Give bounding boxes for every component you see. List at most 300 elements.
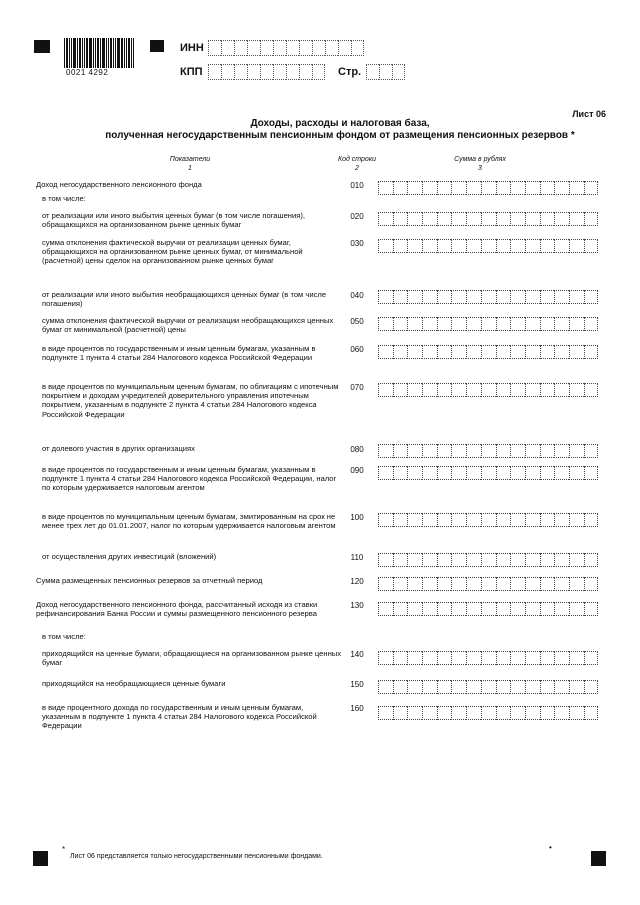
input-cell[interactable] (525, 444, 540, 458)
input-cell[interactable] (208, 64, 221, 80)
input-cell[interactable] (338, 40, 351, 56)
input-cell[interactable] (510, 466, 525, 480)
input-cell[interactable] (496, 444, 511, 458)
input-cell[interactable] (299, 64, 312, 80)
input-cell[interactable] (554, 577, 569, 591)
input-cell[interactable] (584, 317, 599, 331)
input-cell[interactable] (481, 577, 496, 591)
amount-cells[interactable] (378, 513, 598, 527)
input-cell[interactable] (554, 706, 569, 720)
input-cell[interactable] (437, 553, 452, 567)
input-cell[interactable] (540, 651, 555, 665)
input-cell[interactable] (208, 40, 221, 56)
input-cell[interactable] (540, 553, 555, 567)
input-cell[interactable] (234, 40, 247, 56)
amount-cells[interactable] (378, 383, 598, 397)
input-cell[interactable] (247, 40, 260, 56)
input-cell[interactable] (584, 290, 599, 304)
input-cell[interactable] (510, 290, 525, 304)
input-cell[interactable] (481, 513, 496, 527)
input-cell[interactable] (286, 40, 299, 56)
input-cell[interactable] (496, 466, 511, 480)
input-cell[interactable] (466, 383, 481, 397)
input-cell[interactable] (393, 602, 408, 616)
input-cell[interactable] (466, 444, 481, 458)
input-cell[interactable] (378, 239, 393, 253)
input-cell[interactable] (393, 466, 408, 480)
input-cell[interactable] (496, 651, 511, 665)
input-cell[interactable] (260, 64, 273, 80)
input-cell[interactable] (481, 181, 496, 195)
kpp-cells[interactable] (208, 64, 325, 80)
input-cell[interactable] (554, 212, 569, 226)
amount-cells[interactable] (378, 651, 598, 665)
input-cell[interactable] (437, 383, 452, 397)
input-cell[interactable] (569, 651, 584, 665)
input-cell[interactable] (540, 181, 555, 195)
input-cell[interactable] (540, 317, 555, 331)
input-cell[interactable] (569, 577, 584, 591)
input-cell[interactable] (378, 317, 393, 331)
input-cell[interactable] (584, 706, 599, 720)
input-cell[interactable] (481, 680, 496, 694)
input-cell[interactable] (569, 345, 584, 359)
input-cell[interactable] (584, 577, 599, 591)
input-cell[interactable] (466, 680, 481, 694)
input-cell[interactable] (299, 40, 312, 56)
input-cell[interactable] (525, 383, 540, 397)
input-cell[interactable] (569, 239, 584, 253)
input-cell[interactable] (451, 466, 466, 480)
input-cell[interactable] (496, 383, 511, 397)
input-cell[interactable] (554, 290, 569, 304)
input-cell[interactable] (325, 40, 338, 56)
input-cell[interactable] (540, 345, 555, 359)
barcode (64, 38, 140, 68)
input-cell[interactable] (393, 181, 408, 195)
input-cell[interactable] (510, 317, 525, 331)
input-cell[interactable] (393, 345, 408, 359)
input-cell[interactable] (569, 553, 584, 567)
input-cell[interactable] (451, 602, 466, 616)
input-cell[interactable] (407, 513, 422, 527)
input-cell[interactable] (273, 64, 286, 80)
input-cell[interactable] (393, 383, 408, 397)
input-cell[interactable] (437, 290, 452, 304)
input-cell[interactable] (393, 212, 408, 226)
input-cell[interactable] (407, 239, 422, 253)
input-cell[interactable] (422, 345, 437, 359)
amount-cells[interactable] (378, 602, 598, 616)
input-cell[interactable] (422, 383, 437, 397)
column-header-amount-name: Сумма в рублях (454, 156, 506, 163)
input-cell[interactable] (525, 345, 540, 359)
input-cell[interactable] (466, 239, 481, 253)
input-cell[interactable] (407, 383, 422, 397)
amount-cells[interactable] (378, 317, 598, 331)
input-cell[interactable] (451, 239, 466, 253)
input-cell[interactable] (260, 40, 273, 56)
input-cell[interactable] (366, 64, 379, 80)
input-cell[interactable] (422, 466, 437, 480)
input-cell[interactable] (437, 466, 452, 480)
input-cell[interactable] (525, 651, 540, 665)
input-cell[interactable] (481, 553, 496, 567)
input-cell[interactable] (554, 444, 569, 458)
input-cell[interactable] (481, 602, 496, 616)
input-cell[interactable] (525, 317, 540, 331)
input-cell[interactable] (393, 553, 408, 567)
input-cell[interactable] (422, 181, 437, 195)
input-cell[interactable] (422, 577, 437, 591)
input-cell[interactable] (273, 40, 286, 56)
input-cell[interactable] (312, 64, 325, 80)
input-cell[interactable] (481, 383, 496, 397)
input-cell[interactable] (422, 513, 437, 527)
input-cell[interactable] (525, 553, 540, 567)
input-cell[interactable] (540, 513, 555, 527)
page-cells[interactable] (366, 64, 405, 80)
input-cell[interactable] (584, 553, 599, 567)
amount-cells[interactable] (378, 290, 598, 304)
input-cell[interactable] (437, 513, 452, 527)
input-cell[interactable] (378, 444, 393, 458)
input-cell[interactable] (554, 466, 569, 480)
input-cell[interactable] (407, 212, 422, 226)
input-cell[interactable] (451, 345, 466, 359)
input-cell[interactable] (466, 466, 481, 480)
input-cell[interactable] (221, 64, 234, 80)
row-code: 050 (350, 317, 364, 326)
amount-cells[interactable] (378, 239, 598, 253)
input-cell[interactable] (481, 239, 496, 253)
input-cell[interactable] (393, 290, 408, 304)
input-cell[interactable] (584, 513, 599, 527)
input-cell[interactable] (437, 602, 452, 616)
input-cell[interactable] (525, 706, 540, 720)
input-cell[interactable] (496, 553, 511, 567)
input-cell[interactable] (393, 239, 408, 253)
input-cell[interactable] (481, 345, 496, 359)
input-cell[interactable] (437, 317, 452, 331)
input-cell[interactable] (393, 577, 408, 591)
input-cell[interactable] (466, 602, 481, 616)
input-cell[interactable] (554, 602, 569, 616)
input-cell[interactable] (407, 444, 422, 458)
input-cell[interactable] (379, 64, 392, 80)
input-cell[interactable] (422, 444, 437, 458)
input-cell[interactable] (422, 706, 437, 720)
input-cell[interactable] (584, 680, 599, 694)
row-label: в виде процентов по государственным и иным ценным бумагам, указанным в подпункте 1 пункта 4 статьи 284 Налогового кодекса Российской Федерации (42, 344, 316, 363)
input-cell[interactable] (569, 466, 584, 480)
amount-cells[interactable] (378, 212, 598, 226)
amount-cells[interactable] (378, 444, 598, 458)
input-cell[interactable] (378, 466, 393, 480)
input-cell[interactable] (407, 317, 422, 331)
amount-cells[interactable] (378, 466, 598, 480)
input-cell[interactable] (378, 680, 393, 694)
input-cell[interactable] (525, 181, 540, 195)
input-cell[interactable] (407, 602, 422, 616)
input-cell[interactable] (466, 290, 481, 304)
input-cell[interactable] (437, 706, 452, 720)
input-cell[interactable] (584, 345, 599, 359)
input-cell[interactable] (554, 317, 569, 331)
input-cell[interactable] (510, 513, 525, 527)
input-cell[interactable] (451, 680, 466, 694)
input-cell[interactable] (510, 239, 525, 253)
input-cell[interactable] (312, 40, 325, 56)
input-cell[interactable] (569, 602, 584, 616)
input-cell[interactable] (393, 513, 408, 527)
input-cell[interactable] (451, 513, 466, 527)
input-cell[interactable] (481, 212, 496, 226)
input-cell[interactable] (407, 345, 422, 359)
input-cell[interactable] (234, 64, 247, 80)
input-cell[interactable] (496, 317, 511, 331)
input-cell[interactable] (422, 602, 437, 616)
input-cell[interactable] (569, 680, 584, 694)
input-cell[interactable] (569, 317, 584, 331)
input-cell[interactable] (481, 444, 496, 458)
input-cell[interactable] (584, 239, 599, 253)
row-label: в том числе: (42, 632, 86, 641)
input-cell[interactable] (466, 317, 481, 331)
input-cell[interactable] (247, 64, 260, 80)
input-cell[interactable] (496, 680, 511, 694)
input-cell[interactable] (554, 680, 569, 694)
input-cell[interactable] (407, 577, 422, 591)
input-cell[interactable] (407, 466, 422, 480)
kpp-label: КПП (180, 66, 203, 78)
input-cell[interactable] (407, 553, 422, 567)
input-cell[interactable] (496, 181, 511, 195)
input-cell[interactable] (510, 345, 525, 359)
input-cell[interactable] (437, 651, 452, 665)
input-cell[interactable] (569, 290, 584, 304)
input-cell[interactable] (496, 345, 511, 359)
amount-cells[interactable] (378, 345, 598, 359)
input-cell[interactable] (525, 290, 540, 304)
barcode-bar (108, 38, 109, 68)
input-cell[interactable] (525, 577, 540, 591)
input-cell[interactable] (584, 602, 599, 616)
input-cell[interactable] (525, 239, 540, 253)
input-cell[interactable] (437, 181, 452, 195)
input-cell[interactable] (407, 651, 422, 665)
input-cell[interactable] (496, 602, 511, 616)
input-cell[interactable] (286, 64, 299, 80)
input-cell[interactable] (569, 706, 584, 720)
input-cell[interactable] (422, 553, 437, 567)
input-cell[interactable] (437, 444, 452, 458)
input-cell[interactable] (510, 602, 525, 616)
barcode-bar (124, 38, 125, 68)
input-cell[interactable] (378, 181, 393, 195)
input-cell[interactable] (378, 651, 393, 665)
barcode-bar (126, 38, 127, 68)
input-cell[interactable] (496, 239, 511, 253)
input-cell[interactable] (422, 680, 437, 694)
input-cell[interactable] (466, 553, 481, 567)
column-header-indicators-number: 1 (188, 165, 192, 172)
input-cell[interactable] (451, 577, 466, 591)
input-cell[interactable] (451, 706, 466, 720)
input-cell[interactable] (466, 651, 481, 665)
input-cell[interactable] (466, 513, 481, 527)
input-cell[interactable] (569, 513, 584, 527)
input-cell[interactable] (451, 181, 466, 195)
input-cell[interactable] (584, 466, 599, 480)
input-cell[interactable] (378, 383, 393, 397)
amount-cells[interactable] (378, 706, 598, 720)
input-cell[interactable] (451, 553, 466, 567)
input-cell[interactable] (540, 212, 555, 226)
input-cell[interactable] (422, 239, 437, 253)
amount-cells[interactable] (378, 577, 598, 591)
input-cell[interactable] (540, 383, 555, 397)
input-cell[interactable] (584, 383, 599, 397)
input-cell[interactable] (393, 706, 408, 720)
input-cell[interactable] (496, 290, 511, 304)
input-cell[interactable] (569, 181, 584, 195)
input-cell[interactable] (422, 290, 437, 304)
input-cell[interactable] (584, 444, 599, 458)
input-cell[interactable] (422, 317, 437, 331)
input-cell[interactable] (407, 706, 422, 720)
input-cell[interactable] (481, 706, 496, 720)
input-cell[interactable] (437, 577, 452, 591)
input-cell[interactable] (378, 706, 393, 720)
input-cell[interactable] (540, 239, 555, 253)
input-cell[interactable] (378, 345, 393, 359)
barcode-bar (115, 38, 116, 68)
amount-cells[interactable] (378, 553, 598, 567)
input-cell[interactable] (584, 212, 599, 226)
input-cell[interactable] (554, 239, 569, 253)
input-cell[interactable] (378, 513, 393, 527)
input-cell[interactable] (351, 40, 364, 56)
input-cell[interactable] (437, 680, 452, 694)
input-cell[interactable] (451, 212, 466, 226)
input-cell[interactable] (481, 651, 496, 665)
input-cell[interactable] (378, 602, 393, 616)
input-cell[interactable] (437, 212, 452, 226)
input-cell[interactable] (554, 513, 569, 527)
input-cell[interactable] (569, 383, 584, 397)
input-cell[interactable] (540, 680, 555, 694)
input-cell[interactable] (481, 290, 496, 304)
input-cell[interactable] (510, 706, 525, 720)
input-cell[interactable] (496, 577, 511, 591)
input-cell[interactable] (378, 212, 393, 226)
input-cell[interactable] (510, 651, 525, 665)
barcode-bar (121, 38, 123, 68)
input-cell[interactable] (466, 577, 481, 591)
input-cell[interactable] (407, 181, 422, 195)
input-cell[interactable] (554, 651, 569, 665)
input-cell[interactable] (554, 553, 569, 567)
input-cell[interactable] (569, 444, 584, 458)
input-cell[interactable] (510, 383, 525, 397)
input-cell[interactable] (540, 466, 555, 480)
input-cell[interactable] (510, 212, 525, 226)
input-cell[interactable] (525, 680, 540, 694)
input-cell[interactable] (451, 317, 466, 331)
input-cell[interactable] (466, 181, 481, 195)
input-cell[interactable] (466, 706, 481, 720)
input-cell[interactable] (481, 466, 496, 480)
input-cell[interactable] (407, 680, 422, 694)
input-cell[interactable] (393, 317, 408, 331)
input-cell[interactable] (451, 290, 466, 304)
input-cell[interactable] (525, 466, 540, 480)
amount-cells[interactable] (378, 680, 598, 694)
input-cell[interactable] (569, 212, 584, 226)
input-cell[interactable] (496, 212, 511, 226)
input-cell[interactable] (510, 181, 525, 195)
input-cell[interactable] (510, 577, 525, 591)
input-cell[interactable] (540, 444, 555, 458)
input-cell[interactable] (437, 345, 452, 359)
amount-cells[interactable] (378, 181, 598, 195)
input-cell[interactable] (554, 383, 569, 397)
input-cell[interactable] (525, 513, 540, 527)
input-cell[interactable] (392, 64, 405, 80)
input-cell[interactable] (393, 651, 408, 665)
input-cell[interactable] (393, 444, 408, 458)
input-cell[interactable] (584, 651, 599, 665)
input-cell[interactable] (422, 212, 437, 226)
input-cell[interactable] (407, 290, 422, 304)
input-cell[interactable] (540, 706, 555, 720)
input-cell[interactable] (378, 553, 393, 567)
input-cell[interactable] (584, 181, 599, 195)
input-cell[interactable] (378, 290, 393, 304)
input-cell[interactable] (540, 290, 555, 304)
input-cell[interactable] (378, 577, 393, 591)
input-cell[interactable] (437, 239, 452, 253)
input-cell[interactable] (510, 680, 525, 694)
input-cell[interactable] (496, 706, 511, 720)
input-cell[interactable] (451, 444, 466, 458)
barcode-bar (77, 38, 78, 68)
input-cell[interactable] (525, 602, 540, 616)
input-cell[interactable] (466, 212, 481, 226)
input-cell[interactable] (221, 40, 234, 56)
input-cell[interactable] (481, 317, 496, 331)
input-cell[interactable] (510, 553, 525, 567)
row-code: 060 (350, 345, 364, 354)
input-cell[interactable] (422, 651, 437, 665)
input-cell[interactable] (510, 444, 525, 458)
input-cell[interactable] (540, 577, 555, 591)
input-cell[interactable] (554, 181, 569, 195)
row-code: 030 (350, 239, 364, 248)
input-cell[interactable] (554, 345, 569, 359)
input-cell[interactable] (451, 383, 466, 397)
row-label: в виде процентов по государственным и иным ценным бумагам, указанным в подпункте 1 пункта 4 статьи 284 Налогового кодекса Российской Федерации, налог по которым удерживается налоговым агентом (42, 465, 337, 493)
input-cell[interactable] (451, 651, 466, 665)
input-cell[interactable] (540, 602, 555, 616)
input-cell[interactable] (393, 680, 408, 694)
input-cell[interactable] (525, 212, 540, 226)
input-cell[interactable] (496, 513, 511, 527)
row-code: 160 (350, 704, 364, 713)
input-cell[interactable] (466, 345, 481, 359)
inn-cells[interactable] (208, 40, 364, 56)
